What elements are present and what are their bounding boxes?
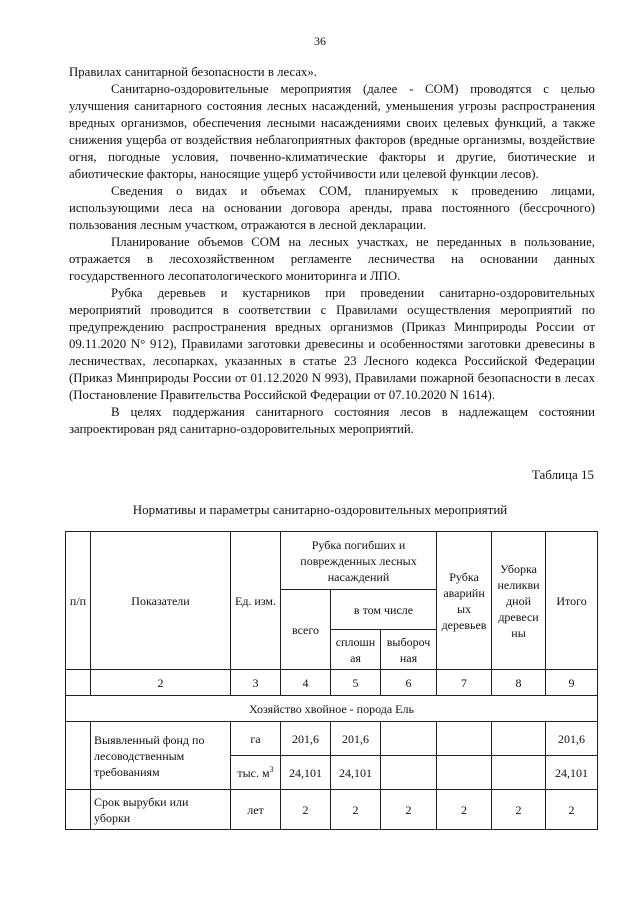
cell-clear: 24,101 bbox=[331, 756, 381, 790]
paragraph: Планирование объемов СОМ на лесных участках, не переданных в пользование, отражается в лесохозяйственном регламенте лесничества на основании данных государственного лесопатологического мониторинга и ЛПО. bbox=[69, 235, 595, 283]
header-selective: выбороч ная bbox=[381, 630, 437, 670]
header-emergency: Рубка аварийн ых деревьев bbox=[437, 532, 492, 670]
section-title: Хозяйство хвойное - порода Ель bbox=[66, 696, 598, 722]
header-indicator: Показатели bbox=[91, 532, 231, 670]
header-cleanup: Уборка неликви дной древеси ны bbox=[492, 532, 546, 670]
header-total: всего bbox=[281, 590, 331, 670]
paragraph: Санитарно-оздоровительные мероприятия (далее - СОМ) проводятся с целью улучшения санитарного состояния лесных насаждений, уменьшения угрозы распространения вредных организмов, обеспечения лесными насаждениями своих целевых функций, а также снижения ущерба от воздействия неблагоприятных факторов (вредные организмы, воздействие огня, погодные условия, почвенно-климатические факторы и другие, биотические и абиотические факторы, наносящие ущерб устойчивости или целевой функции лесов). bbox=[69, 82, 595, 181]
col-number: 9 bbox=[546, 670, 598, 696]
cell-total: 24,101 bbox=[281, 756, 331, 790]
col-number bbox=[66, 670, 91, 696]
header-unit: Ед. изм. bbox=[231, 532, 281, 670]
paragraph: Рубка деревьев и кустарников при проведении санитарно-оздоровительных мероприятий проводится в соответствии с Правилами осуществления мероприятий по предупреждению распространения вредных организмов (Приказ Минприроды России от 09.11.2020 N° 912), Правилами заготовки древесины и особенностями заготовки древесины в лесничествах, лесопарках, указанных в статье 23 Лесного кодекса Российской Федерации (Приказ Минприроды России от 01.12.2020 N 993), Правилами пожарной безопасности в лесах (Постановление Правительства Российской Федерации от 07.10.2020 N 1614). bbox=[69, 286, 595, 402]
header-including: в том числе bbox=[331, 590, 437, 630]
cell-selective: 2 bbox=[381, 790, 437, 830]
table-row bbox=[66, 790, 598, 830]
cell-selective bbox=[381, 722, 437, 756]
cell-unit: га bbox=[231, 722, 281, 756]
cell-sum: 201,6 bbox=[546, 722, 598, 756]
row-label: Выявленный фонд по лесоводственным требованиям bbox=[91, 722, 231, 790]
cell-total: 2 bbox=[281, 790, 331, 830]
cell-selective bbox=[381, 756, 437, 790]
col-number: 7 bbox=[437, 670, 492, 696]
paragraph: В целях поддержания санитарного состояния лесов в надлежащем состоянии запроектирован ряд санитарно-оздоровительных мероприятий. bbox=[69, 405, 595, 436]
col-number: 2 bbox=[91, 670, 231, 696]
cell bbox=[66, 790, 91, 830]
col-number: 5 bbox=[331, 670, 381, 696]
cell-sum: 2 bbox=[546, 790, 598, 830]
cell-cleanup bbox=[492, 756, 546, 790]
header-clear: сплошн ая bbox=[331, 630, 381, 670]
cell-emergency bbox=[437, 722, 492, 756]
header-num: п/п bbox=[66, 532, 91, 670]
cell-total: 201,6 bbox=[281, 722, 331, 756]
cell-unit bbox=[231, 756, 281, 790]
norms-table bbox=[65, 531, 598, 830]
cell bbox=[66, 722, 91, 790]
col-number: 6 bbox=[381, 670, 437, 696]
col-number: 3 bbox=[231, 670, 281, 696]
row-label: Срок вырубки или уборки bbox=[91, 790, 231, 830]
paragraph: Правилах санитарной безопасности в лесах». bbox=[69, 65, 317, 79]
cell-unit: лет bbox=[231, 790, 281, 830]
unit-text: тыс. м bbox=[237, 765, 270, 780]
cell-clear: 2 bbox=[331, 790, 381, 830]
cell-cleanup bbox=[492, 722, 546, 756]
table-row bbox=[66, 722, 598, 756]
cell-emergency bbox=[437, 756, 492, 790]
paragraph: Сведения о видах и объемах СОМ, планируемых к проведению лицами, использующими леса на основании договора аренды, права постоянного (бессрочного) пользования лесным участком, отражаются в лесной декларации. bbox=[69, 184, 595, 232]
table-label: Таблица 15 bbox=[531, 467, 594, 482]
cell-cleanup: 2 bbox=[492, 790, 546, 830]
unit-superscript: 3 bbox=[269, 764, 274, 774]
table-title: Нормативы и параметры санитарно-оздоровительных мероприятий bbox=[132, 502, 508, 517]
header-felling-dead: Рубка погибших и поврежденных лесных насаждений bbox=[281, 532, 437, 590]
cell-emergency: 2 bbox=[437, 790, 492, 830]
body-text bbox=[69, 64, 595, 438]
col-number: 4 bbox=[281, 670, 331, 696]
col-number: 8 bbox=[492, 670, 546, 696]
cell-clear: 201,6 bbox=[331, 722, 381, 756]
page-number: 36 bbox=[314, 34, 326, 48]
cell-sum: 24,101 bbox=[546, 756, 598, 790]
header-sum: Итого bbox=[546, 532, 598, 670]
column-numbers-row bbox=[66, 670, 598, 696]
